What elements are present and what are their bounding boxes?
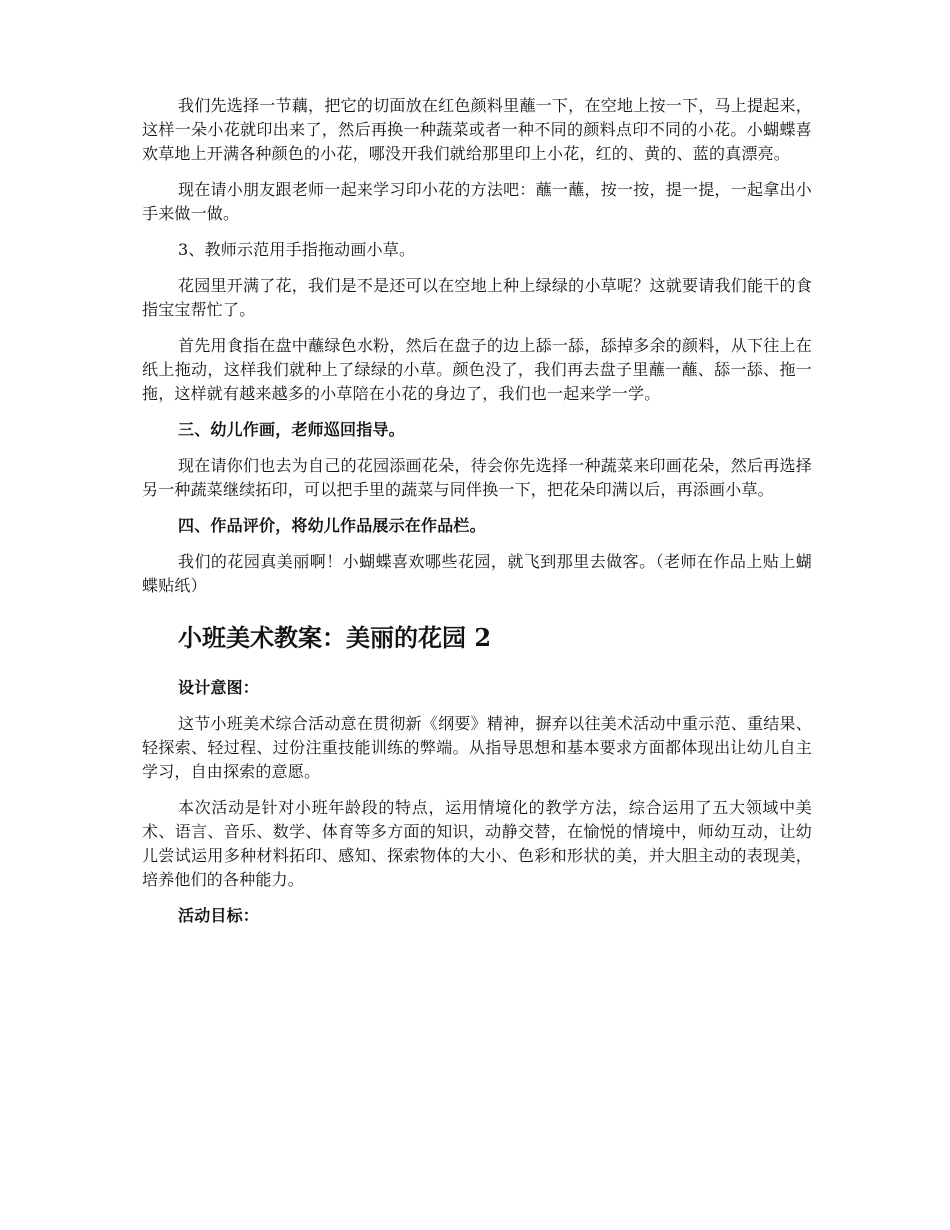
lesson-2-title: 小班美术教案：美丽的花园 2	[178, 623, 492, 652]
document-page	[142, 94, 812, 940]
section-3-heading: 三、幼儿作画，老师巡回指导。	[178, 420, 405, 439]
design-intent-heading: 设计意图：	[178, 678, 260, 697]
activity-goals-heading: 活动目标：	[178, 906, 260, 925]
paragraph-grass-intro: 花园里开满了花，我们是不是还可以在空地上种上绿绿的小草呢？这就要请我们能干的食指宝宝帮忙了。	[142, 276, 812, 319]
section-4-heading: 四、作品评价，将幼儿作品展示在作品栏。	[178, 516, 486, 535]
section-3-text: 现在请你们也去为自己的花园添画花朵，待会你先选择一种蔬菜来印画花朵，然后再选择另一种蔬菜继续拓印，可以把手里的蔬菜与同伴换一下，把花朵印满以后，再添画小草。	[142, 456, 812, 499]
paragraph-step-3: 3、教师示范用手指拖动画小草。	[178, 240, 416, 259]
design-paragraph-1: 这节小班美术综合活动意在贯彻新《纲要》精神，摒弃以往美术活动中重示范、重结果、轻探索、轻过程、过份注重技能训练的弊端。从指导思想和基本要求方面都体现出让幼儿自主学习，自由探索的意愿。	[142, 714, 812, 781]
section-4-text: 我们的花园真美丽啊！小蝴蝶喜欢哪些花园，就飞到那里去做客。（老师在作品上贴上蝴蝶贴纸）	[142, 552, 812, 595]
design-paragraph-2: 本次活动是针对小班年龄段的特点，运用情境化的教学方法，综合运用了五大领域中美术、语言、音乐、数学、体育等多方面的知识，动静交替，在愉悦的情境中，师幼互动，让幼儿尝试运用多种材料拓印、感知、探索物体的大小、色彩和形状的美，并大胆主动的表现美，培养他们的各种能力。	[142, 798, 812, 889]
paragraph-print-flowers: 我们先选择一节藕，把它的切面放在红色颜料里蘸一下，在空地上按一下，马上提起来，这样一朵小花就印出来了，然后再换一种蔬菜或者一种不同的颜料点印不同的小花。小蝴蝶喜欢草地上开满各种颜色的小花，哪没开我们就给那里印上小花，红的、黄的、蓝的真漂亮。	[142, 96, 812, 163]
paragraph-learn-method: 现在请小朋友跟老师一起来学习印小花的方法吧：蘸一蘸，按一按，提一提，一起拿出小手来做一做。	[142, 180, 812, 223]
paragraph-grass-method: 首先用食指在盘中蘸绿色水粉，然后在盘子的边上舔一舔，舔掉多余的颜料，从下往上在纸上拖动，这样我们就种上了绿绿的小草。颜色没了，我们再去盘子里蘸一蘸、舔一舔、拖一拖，这样就有越来越多的小草陪在小花的身边了，我们也一起来学一学。	[142, 336, 812, 403]
